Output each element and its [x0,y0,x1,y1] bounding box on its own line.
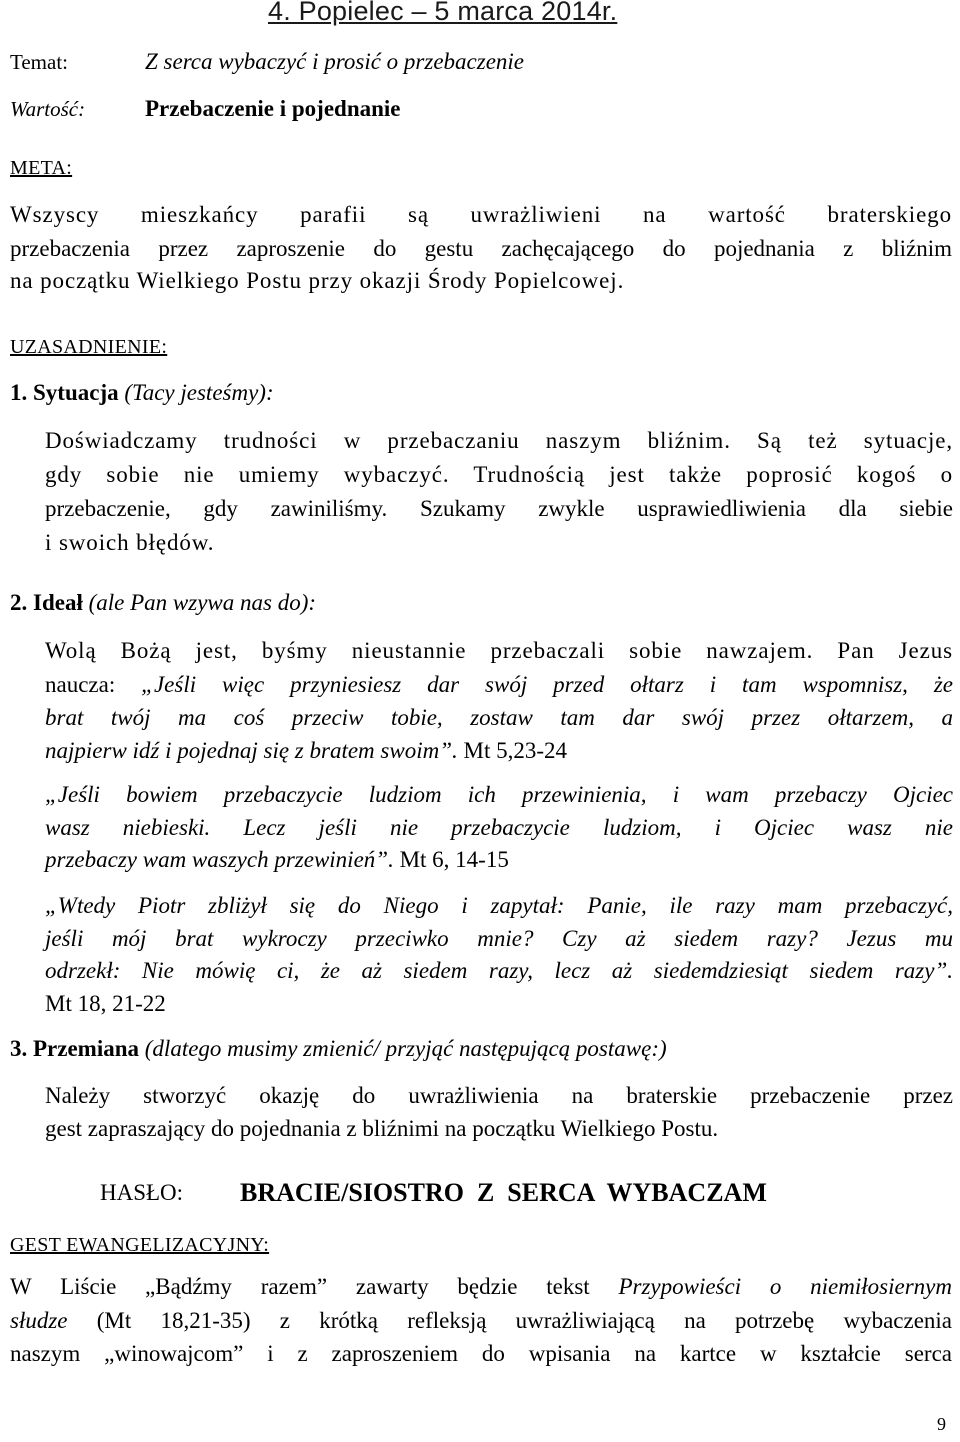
section-2-p1-line-4: najpierw idź i pojednaj się z bratem swoim”. Mt 5,23-24 [45,738,567,763]
section-1-heading: 1. Sytuacja (Tacy jesteśmy): [10,380,274,405]
section-2-p1-line-3: brat twój ma coś przeciw tobie, zostaw tam dar swój przez ołtarzem, a [45,705,953,730]
section-2-heading: 2. Ideał (ale Pan wzywa nas do): [10,590,317,615]
motto-label: HASŁO: [100,1180,184,1205]
section-3-heading: 3. Przemiana (dlatego musimy zmienić/ przyjąć następującą postawę:) [10,1036,667,1061]
gesture-heading: GEST EWANGELIZACYJNY: [10,1234,270,1256]
section-2-p3-line-3: odrzekł: Nie mówię ci, że aż siedem razy, lecz aż siedemdziesiąt siedem razy”. [45,958,953,983]
value-label: Wartość: [10,97,86,121]
meta-line-1: Wszyscy mieszkańcy parafii są uwrażliwieni na wartość braterskiego [10,202,952,227]
topic-value: Z serca wybaczyć i prosić o przebaczenie [145,49,524,74]
gesture-line-1: W Liście „Bądźmy razem” zawarty będzie tekst Przypowieści o niemiłosiernym [10,1274,952,1299]
meta-heading: META: [10,157,73,179]
section-3-line-2: gest zapraszający do pojednania z bliźnimi na początku Wielkiego Postu. [45,1116,719,1141]
value-value: Przebaczenie i pojednanie [145,96,401,121]
section-2-p2-line-3: przebaczy wam waszych przewinień”. Mt 6, 14-15 [45,847,509,872]
meta-line-2: przebaczenia przez zaproszenie do gestu zachęcającego do pojednania z bliźnim [10,236,952,261]
page-number: 9 [937,1414,946,1434]
justification-heading: UZASADNIENIE: [10,336,168,358]
section-2-p3-line-4: Mt 18, 21-22 [45,991,166,1016]
section-2-p1-line-2: naucza: „Jeśli więc przyniesiesz dar swój przed ołtarz i tam wspomnisz, że [45,672,953,697]
section-1-line-3: przebaczenie, gdy zawiniliśmy. Szukamy zwykle usprawiedliwienia dla siebie [45,496,953,521]
section-1-line-4: i swoich błędów. [45,530,215,555]
section-2-p1-line-1: Wolą Bożą jest, byśmy nieustannie przebaczali sobie nawzajem. Pan Jezus [45,638,953,663]
section-3-line-1: Należy stworzyć okazję do uwrażliwienia na braterskie przebaczenie przez [45,1083,953,1108]
section-2-p2-line-2: wasz niebieski. Lecz jeśli nie przebaczycie ludziom, i Ojciec wasz nie [45,815,953,840]
section-1-line-1: Doświadczamy trudności w przebaczaniu naszym bliźnim. Są też sytuacje, [45,428,953,453]
motto-value: BRACIE/SIOSTRO Z SERCA WYBACZAM [240,1178,767,1207]
page-title: 4. Popielec – 5 marca 2014r. [268,0,618,26]
section-1-line-2: gdy sobie nie umiemy wybaczyć. Trudnością jest także poprosić kogoś o [45,462,953,487]
gesture-line-2: słudze (Mt 18,21-35) z krótką refleksją uwrażliwiającą na potrzebę wybaczenia [10,1308,952,1333]
meta-line-3: na początku Wielkiego Postu przy okazji Środy Popielcowej. [10,268,625,293]
section-2-p3-line-2: jeśli mój brat wykroczy przeciwko mnie? Czy aż siedem razy? Jezus mu [45,926,953,951]
gesture-line-3: naszym „winowajcom” i z zaproszeniem do wpisania na kartce w kształcie serca [10,1341,952,1366]
section-2-p3-line-1: „Wtedy Piotr zbliżył się do Niego i zapytał: Panie, ile razy mam przebaczyć, [45,893,953,918]
section-2-p2-line-1: „Jeśli bowiem przebaczycie ludziom ich przewinienia, i wam przebaczy Ojciec [45,782,953,807]
topic-label: Temat: [10,50,69,74]
